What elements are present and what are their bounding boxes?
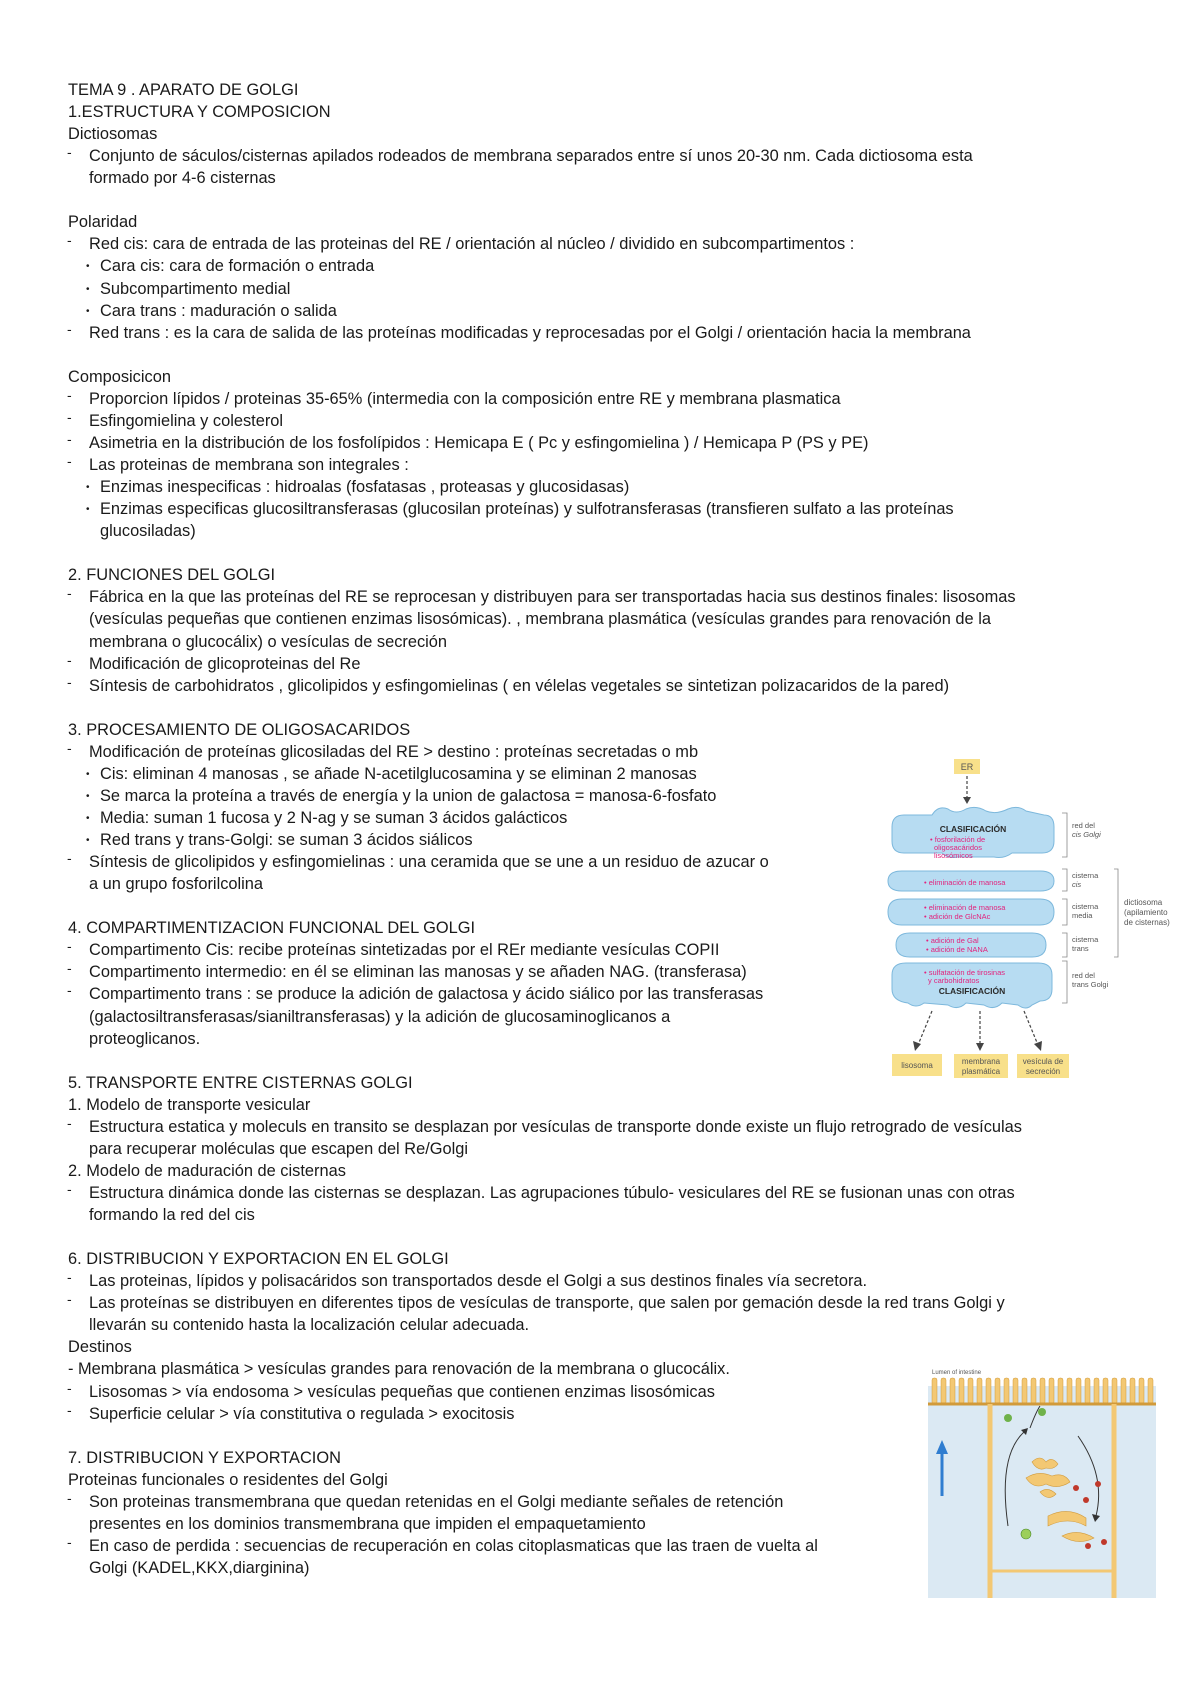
svg-text:red del: red del [1072, 821, 1095, 830]
bullet-item: Cara trans : maduración o salida [100, 301, 337, 320]
dash-marker: - [67, 430, 72, 447]
bullet-item: Se marca la proteína a través de energía y la union de galactosa = manosa-6-fosfato [100, 786, 717, 805]
dash-item: Compartimento intermedio: en él se eliminan las manosas y se añaden NAG. (transferasa) [89, 963, 747, 982]
continuation-line: proteoglicanos. [89, 1029, 201, 1048]
lumen-caption: Lumen of intestine [932, 1370, 982, 1376]
dash-marker: - [67, 144, 72, 161]
bullet-item: Enzimas inespecificas : hidroalas (fosfatasas , proteasas y glucosidasas) [100, 478, 630, 497]
svg-text:• fosforilación de: • fosforilación de [930, 835, 986, 844]
text-line: - Membrana plasmática > vesículas grandes para renovación de la membrana o glucocálix. [68, 1360, 730, 1379]
text-line: 1. Modelo de transporte vesicular [68, 1095, 311, 1114]
dash-item: En caso de perdida : secuencias de recuperación en colas citoplasmaticas que las traen de vuelta al [89, 1536, 818, 1555]
text-line: Proteinas funcionales o residentes del Golgi [68, 1470, 388, 1489]
dash-item: Modificación de glicoproteinas del Re [89, 654, 361, 673]
continuation-line: glucosiladas) [100, 522, 196, 541]
svg-text:plasmática: plasmática [961, 1067, 1001, 1076]
svg-text:cisterna: cisterna [1072, 871, 1099, 880]
svg-text:• adición de NANA: • adición de NANA [926, 945, 988, 954]
dash-marker: - [67, 232, 72, 249]
text-line: 2. Modelo de maduración de cisternas [68, 1161, 346, 1180]
svg-text:media: media [1072, 911, 1093, 920]
svg-text:cisterna: cisterna [1072, 935, 1099, 944]
bullet-marker: • [86, 768, 90, 780]
dash-item: Compartimento Cis: recibe proteínas sintetizadas por el REr mediante vesículas COPII [89, 941, 720, 960]
dash-item: Red cis: cara de entrada de las proteinas del RE / orientación al núcleo / dividido en subcompartimentos : [89, 235, 855, 254]
svg-text:cisterna: cisterna [1072, 902, 1099, 911]
dash-item: Las proteínas se distribuyen en diferentes tipos de vesículas de transporte, que salen por gemación desde la red trans Golgi y [89, 1294, 1005, 1313]
dash-marker: - [67, 850, 72, 867]
svg-text:secreción: secreción [1025, 1067, 1061, 1076]
continuation-line: llevarán su contenido hasta la localización celular adecuada. [89, 1316, 530, 1335]
dash-marker: - [67, 982, 72, 999]
dash-marker: - [67, 386, 72, 403]
bullet-item: Enzimas especificas glucosiltransferasas (glucosilan proteínas) y sulfotransferasas (transfieren sulfato a las proteínas [100, 500, 954, 519]
bullet-marker: • [86, 504, 90, 516]
svg-text:trans Golgi: trans Golgi [1072, 980, 1109, 989]
text-line: 3. PROCESAMIENTO DE OLIGOSACARIDOS [68, 720, 411, 739]
svg-text:(apilamiento: (apilamiento [1124, 908, 1168, 917]
text-line: Polaridad [68, 213, 138, 232]
continuation-line: a un grupo fosforilcolina [89, 875, 264, 894]
dash-item: Asimetria en la distribución de los fosfolípidos : Hemicapa E ( Pc y esfingomielina ) / Hemicapa P (PS y PE) [89, 433, 869, 452]
intestine-cell-diagram [928, 1366, 1156, 1598]
dash-marker: - [67, 585, 72, 602]
svg-text:vesícula de: vesícula de [1022, 1057, 1064, 1066]
bullet-marker: • [86, 812, 90, 824]
dash-item: Estructura estatica y moleculs en transito se desplazan por vesículas de transporte donde existe un flujo retrogrado de vesículas [89, 1117, 1022, 1136]
bullet-item: Cara cis: cara de formación o entrada [100, 257, 375, 276]
dash-marker: - [67, 1114, 72, 1131]
dash-marker: - [67, 960, 72, 977]
dash-marker: - [67, 1379, 72, 1396]
er-label: ER [960, 762, 974, 772]
svg-text:cis Golgi: cis Golgi [1072, 830, 1101, 839]
bullet-marker: • [86, 790, 90, 802]
svg-text:membrana: membrana [961, 1057, 1001, 1066]
text-line: 6. DISTRIBUCION Y EXPORTACION EN EL GOLGI [68, 1250, 449, 1269]
dash-item: Modificación de proteínas glicosiladas del RE > destino : proteínas secretadas o mb [89, 742, 699, 761]
dash-item: Proporcion lípidos / proteinas 35-65% (intermedia con la composición entre RE y membrana plasmatica [89, 389, 841, 408]
bullet-item: Media: suman 1 fucosa y 2 N-ag y se suman 3 ácidos galácticos [100, 808, 568, 827]
svg-text:cis: cis [1072, 880, 1082, 889]
dash-marker: - [67, 739, 72, 756]
bullet-item: Cis: eliminan 4 manosas , se añade N-acetilglucosamina y se eliminan 2 manosas [100, 764, 697, 783]
bullet-item: Red trans y trans-Golgi: se suman 3 ácidos siálicos [100, 831, 473, 850]
text-line: Dictiosomas [68, 125, 158, 144]
continuation-line: para recuperar moléculas que escapen del Re/Golgi [89, 1139, 469, 1158]
text-line: Destinos [68, 1338, 132, 1357]
text-line: 5. TRANSPORTE ENTRE CISTERNAS GOLGI [68, 1073, 413, 1092]
bullet-marker: • [86, 283, 90, 295]
text-line: Composicicon [68, 367, 171, 386]
continuation-line: membrana o glucocálix) o vesículas de secreción [89, 632, 448, 651]
dash-item: Fábrica en la que las proteínas del RE se reprocesan y distribuyen para ser transportadas hacia sus destinos finales: lisosomas [89, 588, 1016, 607]
dash-item: Esfingomielina y colesterol [89, 411, 284, 430]
svg-text:• sulfatación de tirosinas: • sulfatación de tirosinas [924, 968, 1006, 977]
dash-marker: - [67, 1489, 72, 1506]
dash-item: Síntesis de glicolipidos y esfingomielinas : una ceramida que se une a un residuo de azucar o [89, 853, 769, 872]
text-line: TEMA 9 . APARATO DE GOLGI [68, 81, 299, 99]
bullet-marker: • [86, 261, 90, 273]
dash-marker: - [67, 408, 72, 425]
svg-text:y carbohidratos: y carbohidratos [928, 976, 980, 985]
continuation-line: formado por 4-6 cisternas [89, 169, 276, 188]
dash-item: Son proteinas transmembrana que quedan retenidas en el Golgi mediante señales de retención [89, 1492, 784, 1511]
bullet-marker: • [86, 835, 90, 847]
continuation-line: Golgi (KADEL,KKX,diarginina) [89, 1559, 310, 1578]
classification-bottom-label: CLASIFICACIÓN [938, 986, 1006, 996]
bullet-marker: • [86, 305, 90, 317]
svg-text:• eliminación de manosa: • eliminación de manosa [924, 878, 1006, 887]
continuation-line: presentes en los dominios transmembrana que impiden el empaquetamiento [89, 1514, 646, 1533]
text-line: 7. DISTRIBUCION Y EXPORTACION [68, 1448, 341, 1467]
text-line: 4. COMPARTIMENTIZACION FUNCIONAL DEL GOLGI [68, 919, 476, 938]
dash-item: Red trans : es la cara de salida de las proteínas modificadas y reprocesadas por el Golgi / orientación hacia la membrana [89, 323, 971, 342]
dash-marker: - [67, 1533, 72, 1550]
dash-item: Las proteinas de membrana son integrales : [89, 456, 409, 475]
dash-item: Compartimento trans : se produce la adición de galactosa y ácido siálico por las transferasas [89, 985, 764, 1004]
dash-marker: - [67, 453, 72, 470]
continuation-line: formando la red del cis [89, 1206, 255, 1225]
text-line: 2. FUNCIONES DEL GOLGI [68, 566, 276, 585]
svg-text:oligosacáridos: oligosacáridos [934, 843, 982, 852]
svg-text:lisosómicos: lisosómicos [934, 851, 973, 860]
dash-marker: - [67, 651, 72, 668]
dash-item: Superficie celular > vía constitutiva o regulada > exocitosis [89, 1404, 515, 1423]
svg-text:• adición de GlcNAc: • adición de GlcNAc [924, 912, 991, 921]
bullet-marker: • [86, 482, 90, 494]
continuation-line: (vesículas pequeñas que contienen enzimas lisosómicas). , membrana plasmática (vesículas grandes para renovación de la [89, 610, 991, 629]
dash-marker: - [67, 320, 72, 337]
golgi-diagram [862, 749, 1178, 1087]
dash-marker: - [67, 1269, 72, 1286]
continuation-line: (galactosiltransferasas/sianiltransferasas) y la adición de glucosaminoglicanos a [89, 1007, 671, 1026]
dash-marker: - [67, 938, 72, 955]
dash-item: Síntesis de carbohidratos , glicolipidos y esfingomielinas ( en vélelas vegetales se sintetizan polizacaridos de la pared) [89, 676, 950, 695]
svg-text:• eliminación de manosa: • eliminación de manosa [924, 903, 1006, 912]
dash-marker: - [67, 1291, 72, 1308]
text-line: 1.ESTRUCTURA Y COMPOSICION [68, 103, 331, 122]
svg-text:trans: trans [1072, 944, 1089, 953]
svg-text:• adición de Gal: • adición de Gal [926, 936, 979, 945]
svg-text:dictiosoma: dictiosoma [1124, 898, 1163, 907]
dash-item: Las proteinas, lípidos y polisacáridos son transportados desde el Golgi a sus destinos finales vía secretora. [89, 1272, 868, 1291]
dash-item: Conjunto de sáculos/cisternas apilados rodeados de membrana separados entre sí unos 20-30 nm. Cada dictiosoma esta [89, 147, 973, 166]
svg-text:red del: red del [1072, 971, 1095, 980]
dash-marker: - [67, 1181, 72, 1197]
dash-marker: - [67, 1401, 72, 1418]
classification-top-label: CLASIFICACIÓN [939, 824, 1007, 834]
svg-text:de cisternas): de cisternas) [1124, 918, 1170, 927]
dash-item: Estructura dinámica donde las cisternas se desplazan. Las agrupaciones túbulo- vesiculares del RE se fusionan unas con otras [89, 1184, 1015, 1202]
dash-item: Lisosomas > vía endosoma > vesículas pequeñas que contienen enzimas lisosómicas [89, 1382, 715, 1401]
dash-marker: - [67, 673, 72, 690]
bullet-item: Subcompartimento medial [100, 279, 291, 298]
svg-text:lisosoma: lisosoma [901, 1061, 933, 1070]
